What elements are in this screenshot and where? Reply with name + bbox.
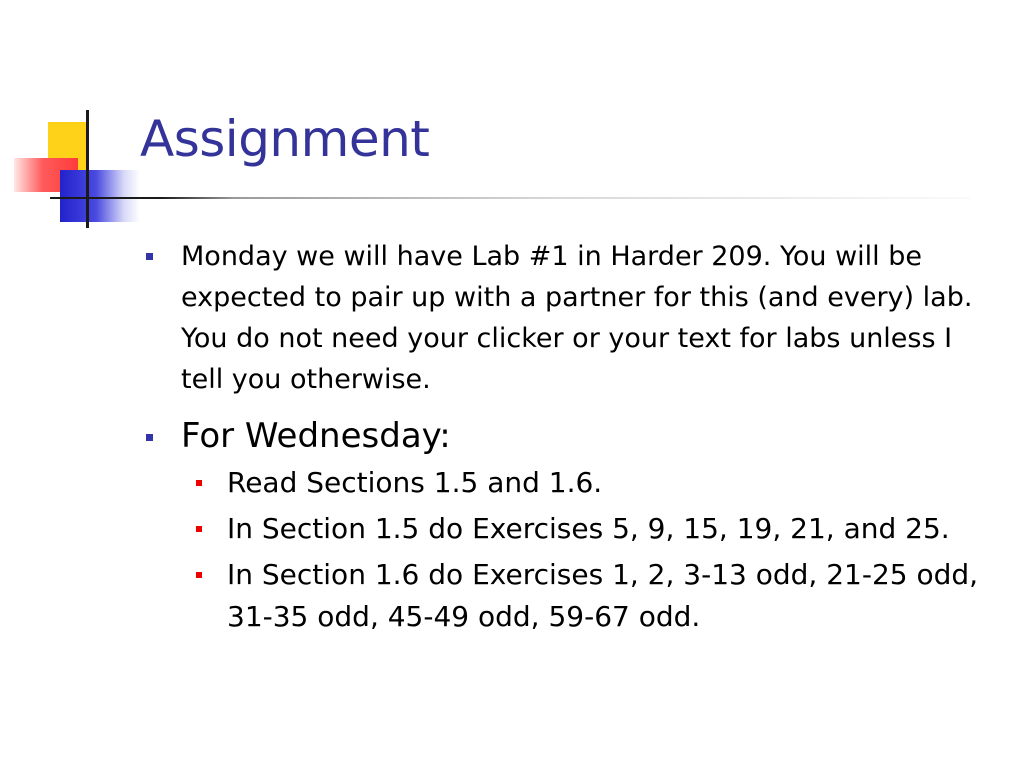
logo-blue-bar bbox=[60, 170, 140, 222]
sub-bullet-text: In Section 1.6 do Exercises 1, 2, 3-13 odd, 21-25 odd, 31-35 odd, 45-49 odd, 59-67 odd. bbox=[227, 558, 979, 633]
slide-title: Assignment bbox=[140, 110, 430, 168]
bullet-text: Monday we will have Lab #1 in Harder 209. You will be expected to pair up with a partner for this (and every) lab. You do not need your clicker or your text for labs unless I tell you otherwise. bbox=[181, 241, 973, 395]
sub-bullet-item bbox=[190, 554, 984, 638]
sub-bullet-text: Read Sections 1.5 and 1.6. bbox=[227, 466, 603, 499]
sub-bullet-item bbox=[190, 508, 984, 550]
square-bullet-icon bbox=[196, 480, 202, 486]
square-bullet-icon bbox=[196, 572, 202, 578]
logo-vertical-line bbox=[86, 110, 89, 228]
bullet-item bbox=[144, 414, 984, 458]
sub-bullet-text: In Section 1.5 do Exercises 5, 9, 15, 19, 21, and 25. bbox=[227, 512, 950, 545]
square-bullet-icon bbox=[196, 526, 202, 532]
sub-bullet-item bbox=[190, 462, 984, 504]
bullet-list bbox=[144, 236, 984, 638]
bullet-text: For Wednesday: bbox=[181, 416, 451, 456]
square-bullet-icon bbox=[146, 434, 153, 441]
square-bullet-icon bbox=[146, 253, 153, 260]
bullet-item bbox=[144, 236, 984, 400]
title-underline bbox=[50, 197, 970, 199]
sub-bullet-list bbox=[144, 462, 984, 638]
